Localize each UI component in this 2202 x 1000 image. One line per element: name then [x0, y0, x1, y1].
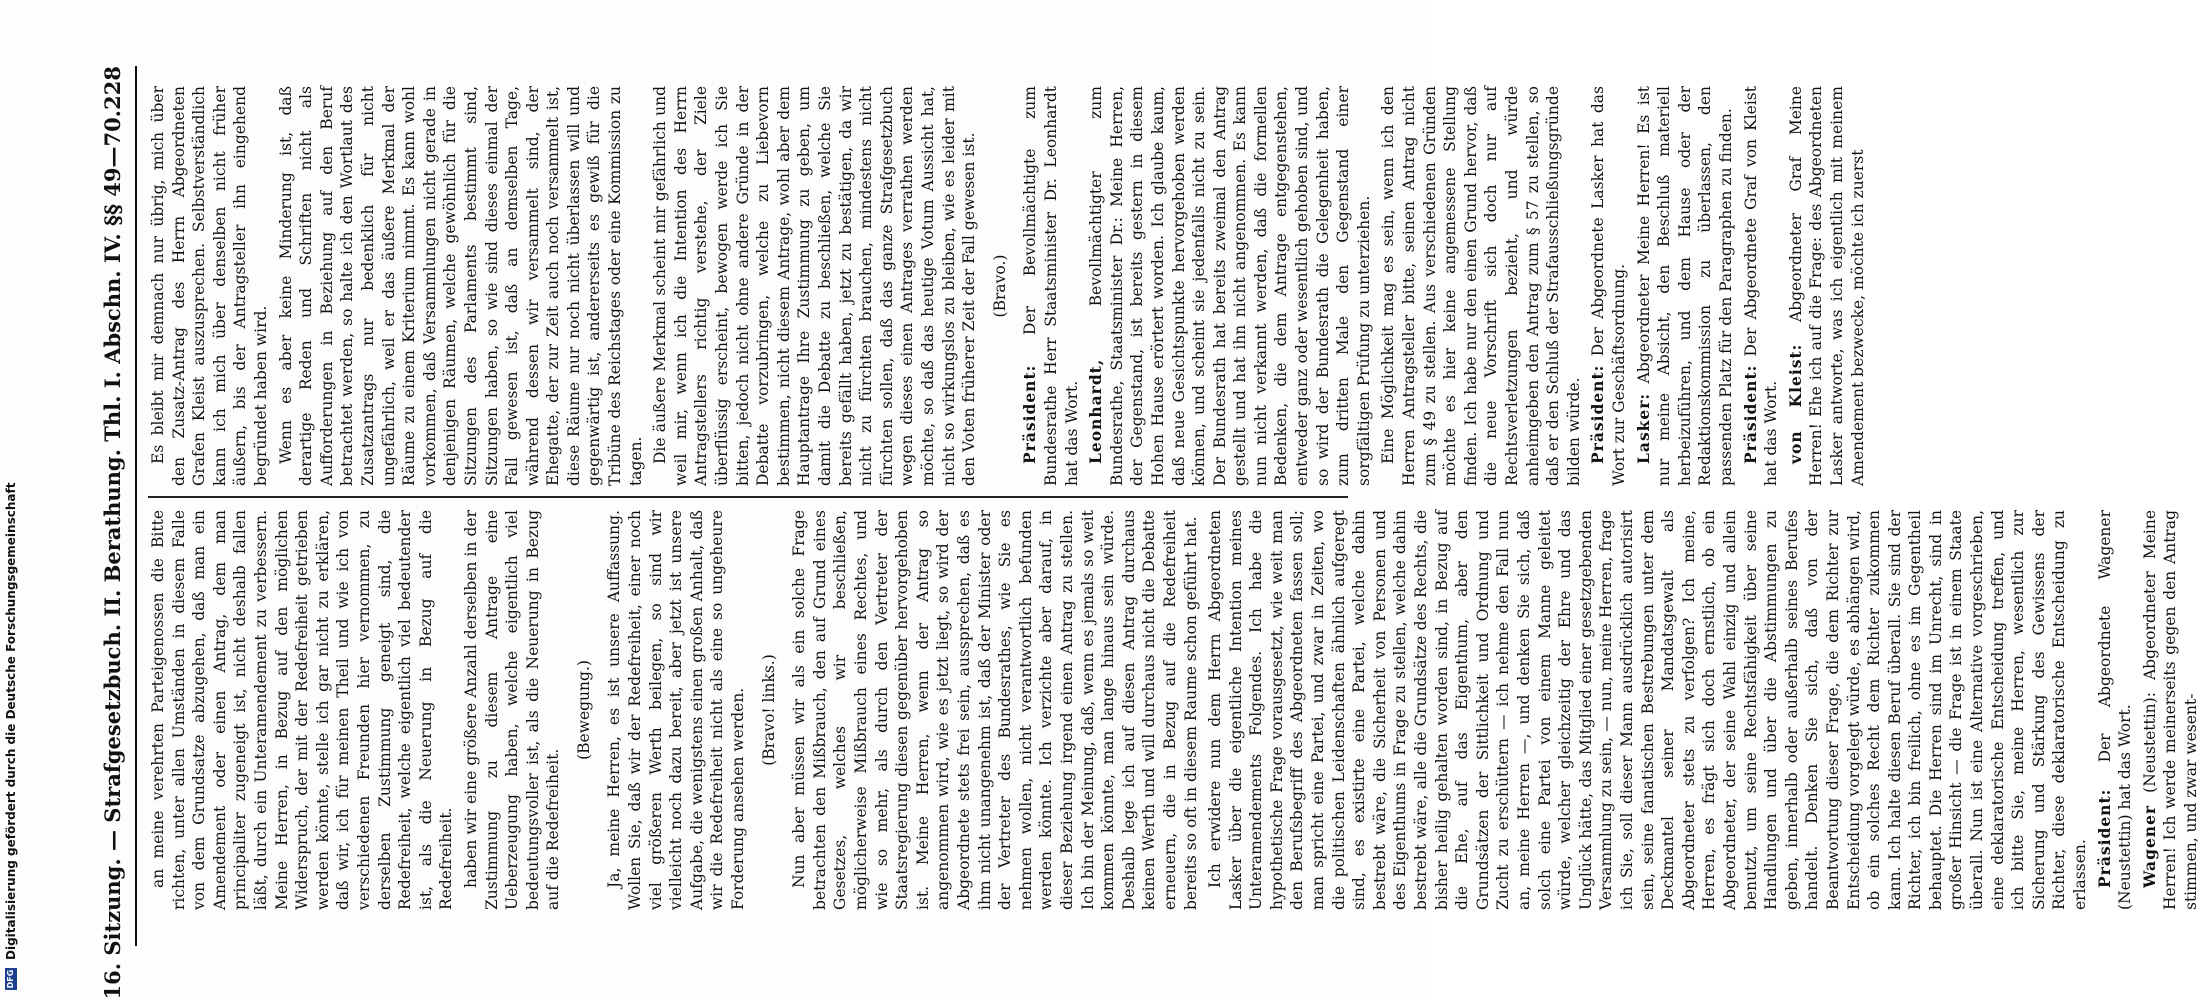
speaker-name: Präsident: [1020, 364, 1040, 464]
speech-paragraph [1741, 86, 1782, 486]
paragraph: Ich erwidere nun dem Herrn Abgeordneten Lasker über die eigentliche Intention meines Unteramendements Folgendes. Ich habe die hypothetische Frage vorausgesetzt, wie weit man den Berufsbegriff des Abgeordneten fassen soll; man spricht eine Partei, und zwar in Zeiten, wo die politischen Leidenschaften ähnlich aufgeregt sind, es existirte eine Partei, welche dahin bestrebt wäre, die Sicherheit von Personen und des Eigenthums in Frage zu stellen, welche dahin bestrebt wäre, alle die Grundsätze des Rechts, die bisher heilig gehalten worden sind, in Bezug auf die Ehe, auf das Eigenthum, aber den Grundsätzen der Sittlichkeit und Ordnung und Zucht zu erschüttern — ich nehme den Fall nun an, meine Herren —, und denken Sie sich, daß solch eine Partei von einem Manne geleitet würde, welcher gleichzeitig der Ehre und das Unglück hätte, das Mitglied einer gesetzgebenden Versammlung zu sein, — nun, meine Herren, frage ich Sie, soll dieser Mann ausdrücklich autorisirt sein, seine fanatischen Bestrebungen unter dem Deckmantel seiner Mandatsgewalt als Abgeordneter stets zu verfolgen? Ich meine, Herren, es frägt sich doch ernstlich, ob ein Abgeordneter, der seine Wahl einzig und allein benutzt, um seine Rechtsfähigkeit über seine Handlungen und über die Abstimmungen zu geben, innerhalb oder außerhalb seines Berufes handelt. Denken Sie sich, daß von der Beantwortung dieser Frage, die dem Richter zur Entscheidung vorgelegt würde, es abhängen wird, ob ein solches Recht dem Richter zukommen kann. Ich halte diesen Beruf überall. Sie sind der Richter, ich bin freilich, ohne es im Gegentheil behauptet. Die Herren sind im Unrecht, sind in großer Hinsicht — die Frage ist in einem Staate überall. Nun ist eine Alternative vorgeschrieben, eine deklaratorische Entscheidung treffen, und ich bitte Sie, meine Herren, wesentlich zur Sicherung und Stärkung des Gewissens der Richter, diese deklaratorische Entscheidung zu erlassen. [1206, 510, 2090, 910]
right-column [148, 510, 2200, 910]
movement-note: (Bewegung.) [574, 660, 593, 760]
speaker-name: Wagener [2139, 804, 2159, 888]
applause-note: (Bravo! links.) [759, 654, 778, 766]
speech-paragraph [1020, 86, 1082, 486]
speaker-name: Leonhardt, [1086, 358, 1106, 464]
speech-text: Bevollmächtigter zum Bundesrathe, Staatsminister Dr.: Meine Herren, der Gegenstand, ist bereits gestern in diesem Hohen Hause erörtert worden. Ich glaube kaum, daß neue Gesichtspunkte hervorgehoben werden können, und scheint sie jedenfalls nicht zu sein. Der Bundesrath hat bereits zweimal den Antrag gestellt und hat ihn nicht angenommen. Es kann nun nicht verkannt werden, daß die formellen Bedenken, die dem Antrage entgegenstehen, entweder ganz oder wesentlich gehoben sind, und so wird der Bundesrath die Gelegenheit haben, zum dritten Male den Gegenstand einer sorgfältigen Prüfung zu unterziehen. [1087, 86, 1373, 486]
column-divider [148, 496, 1348, 498]
paragraph: Die äußere Merkmal scheint mir gefährlich und weil mir, wenn ich die Intention des Herrn Antragstellers richtig verstehe, der Ziele überflüssig erscheint, bewogen werde ich Sie bitten, jedoch nicht ohne andere Gründe in der Debatte vorzubringen, welche zu Liebevorn bestimmen, nicht diesem Antrage, wohl aber dem Hauptantrage Ihre Zustimmung zu geben, um damit die Debatte zu beschließen, welche Sie bereits gefällt haben, jetzt zu bestätigen, da wir nicht zu fürchten brauchen, mindestens nicht fürchten sollen, daß das ganze Strafgesetzbuch wegen dieses einen Antrages verrathen werden möchte, so daß das heutige Votum Aussicht hat, nicht so wirkungslos zu bleiben, wie es leider mit den Voten früherer Zeit der Fall gewesen ist. [651, 86, 979, 486]
page-number: 228 [100, 66, 126, 110]
speech-text: Abgeordneter Meine Herren! Es ist nur meine Absicht, den Beschluß materiell herbeizuführen, und dem Hause oder der Redaktionskommission zu überlassen, den passenden Platz für den Paragraphen zu finden. [1634, 86, 1735, 486]
paragraph: Es bleibt mir demnach nur übrig, mich über den Zusatz-Antrag des Herrn Abgeordneten Grafen Kleist auszusprechen. Selbstverständlich kann ich mich über denselben nicht früher äußern, bis der Antragsteller ihn eingehend begründet haben wird. [149, 86, 270, 486]
page-header [96, 66, 130, 1000]
speech-text: Der Abgeordnete Graf von Kleist hat das Wort. [1741, 86, 1781, 486]
speech-text: Der Abgeordnete Wagener (Neustettin) hat das Wort. [2095, 510, 2135, 910]
speaker-name: Präsident: [1588, 364, 1608, 464]
speech-text: Der Bevollmächtigte zum Bundesrathe Herr Staatsminister Dr. Leonhardt hat das Wort. [1021, 86, 1081, 486]
paragraph: Ja, meine Herren, es ist unsere Auffassung. Wollen Sie, daß wir der Redefreiheit, einer noch viel größeren Werth beilegen, so sind wir vielleicht noch dazu bereit, aber jetzt ist unsere Aufgabe, die wenigstens einen großen Anhalt, daß wir die Redefreiheit nicht als eine so ungeheure Forderung ansehen werden. [605, 510, 748, 910]
paragraph: an meine verehrten Parteigenossen die Bitte richten, unter allen Umständen in diesem Falle von dem Grundsatze abzugehen, daß man ein Amendement oder einen Antrag, dem man principaliter zugeneigt ist, nicht deshalb fallen läßt, durch ein Unteramendement zu verbessern. Meine Herren, in Bezug auf den möglichen Widerspruch, der mit der Redefreiheit getrieben werden könnte, stelle ich gar nicht zu erklären, daß wir, ich für meinen Theil und wie ich von verschiedenen Freunden hier vernommen, zu derselben Zustimmung geneigt sind, die Redefreiheit, welche eigentlich viel bedeutender ist, als die Neuerung in Bezug auf die Redefreiheit. [149, 510, 456, 910]
speech-paragraph [2095, 510, 2136, 910]
speaker-name: Lasker: [1633, 392, 1653, 464]
session-title: 16. Sitzung. — Strafgesetzbuch. II. Berathung. Thl. I. Abschn. IV. §§ 49—70. [100, 109, 126, 1000]
speech-text: (Neustettin): Abgeordneter Meine Herren! Ich werde meinerseits gegen den Antrag stimmen, und zwar wesent- [2140, 510, 2200, 910]
applause-note: (Bravo.) [990, 254, 1009, 318]
dfg-logo: DFG [6, 969, 15, 989]
speaker-name: Präsident: [2094, 788, 2114, 888]
speech-text: Der Abgeordnete Lasker hat das Wort zur Geschäftsordnung. [1589, 86, 1628, 486]
paragraph: haben wir eine größere Anzahl derselben in der Zustimmung zu diesem Antrage eine Ueberzeugung haben, welche eigentlich viel bedeutungsvoller ist, als die Neuerung in Bezug auf die Redefreiheit. [461, 510, 563, 910]
paragraph: Eine Möglichkeit mag es sein, wenn ich den Herren Antragsteller bitte, seinen Antrag nicht zum § 49 zu stellen. Aus verschiedenen Gründen möchte es hier keine angemessene Stellung finden. Ich habe nur den einen Grund hervor, daß die neue Vorschrift sich doch nur auf Rechtsverletzungen bezieht, und würde anheimgeben den Antrag zum § 57 zu stellen, so daß er den Schluß der Strafausschließungsgründe bilden würde. [1379, 86, 1583, 486]
header-rule [135, 66, 137, 946]
speaker-name: Präsident: [1740, 364, 1760, 464]
speech-paragraph [1786, 86, 1868, 486]
speaker-name: von Kleist: [1785, 343, 1805, 464]
speech-paragraph [1086, 86, 1374, 486]
speech-paragraph [1634, 86, 1737, 486]
left-column [148, 86, 1867, 486]
digitization-footer [2, 0, 20, 1000]
speech-paragraph [1588, 86, 1629, 486]
paragraph: Nun aber müssen wir als ein solche Frage betrachten den Mißbrauch, den auf Grund eines Gesetzes, welches wir beschließen, möglicherweise Mißbrauch eines Rechtes, und wie so mehr, als durch den Vertreter der Staatsregierung diesen gegenüber hervorgehoben ist. Meine Herren, wenn der Antrag so angenommen wird, wie es jetzt liegt, so wird der Abgeordnete stets frei sein, aussprechen, daß es ihm nicht unangenehm ist, daß der Minister oder der Vertreter des Bundesrathes, wie Sie es nehmen wollen, nicht verantwortlich befunden werden könnte. Ich verzichte aber darauf, in dieser Beziehung irgend einen Antrag zu stellen. Ich bin der Meinung, daß, wenn es jemals so weit kommen könnte, man lange hinaus sein würde. Deshalb lege ich auf diesen Antrag durchaus keinen Werth und will durchaus nicht die Debatte erneuern, die in Bezug auf die Redefreiheit bereits so oft in diesem Raume schon geführt hat. [790, 510, 1200, 910]
speech-text: Abgeordneter Graf Meine Herren! Ehe ich auf die Frage: des Abgeordneten Lasker antworte, was ich eigentlich mit meinem Amendement bezwecke, möchte ich zuerst [1786, 86, 1867, 486]
paragraph: Wenn es aber keine Minderung ist, daß derartige Reden und Schriften nicht als Aufforderungen in Beziehung auf den Beruf betrachtet werden, so halte ich den Wortlaut des Zusatzantrags nur bedenklich für nicht ungefährlich, weil er das äußere Merkmal der Räume zu einem Kriterium nimmt. Es kann wohl vorkommen, daß Versammlungen nicht gerade in denjenigen Räumen, welche gewöhnlich für die Sitzungen des Parlaments bestimmt sind, Sitzungen haben, so wie sind dieses einmal der Fall gewesen ist, daß an demselben Tage, während dessen wir versammelt sind, der Ehegatte, der zur Zeit auch noch versammelt ist, diese Räume nur noch nicht überlassen will und gegenwärtig ist, andererseits es gewiß für die Tribüne des Reichstages oder eine Kommission zu tagen. [276, 86, 645, 486]
speech-paragraph [2140, 510, 2202, 910]
digitization-credit: Digitalisierung gefördert durch die Deutsche Forschungsgemeinschaft [4, 482, 18, 960]
